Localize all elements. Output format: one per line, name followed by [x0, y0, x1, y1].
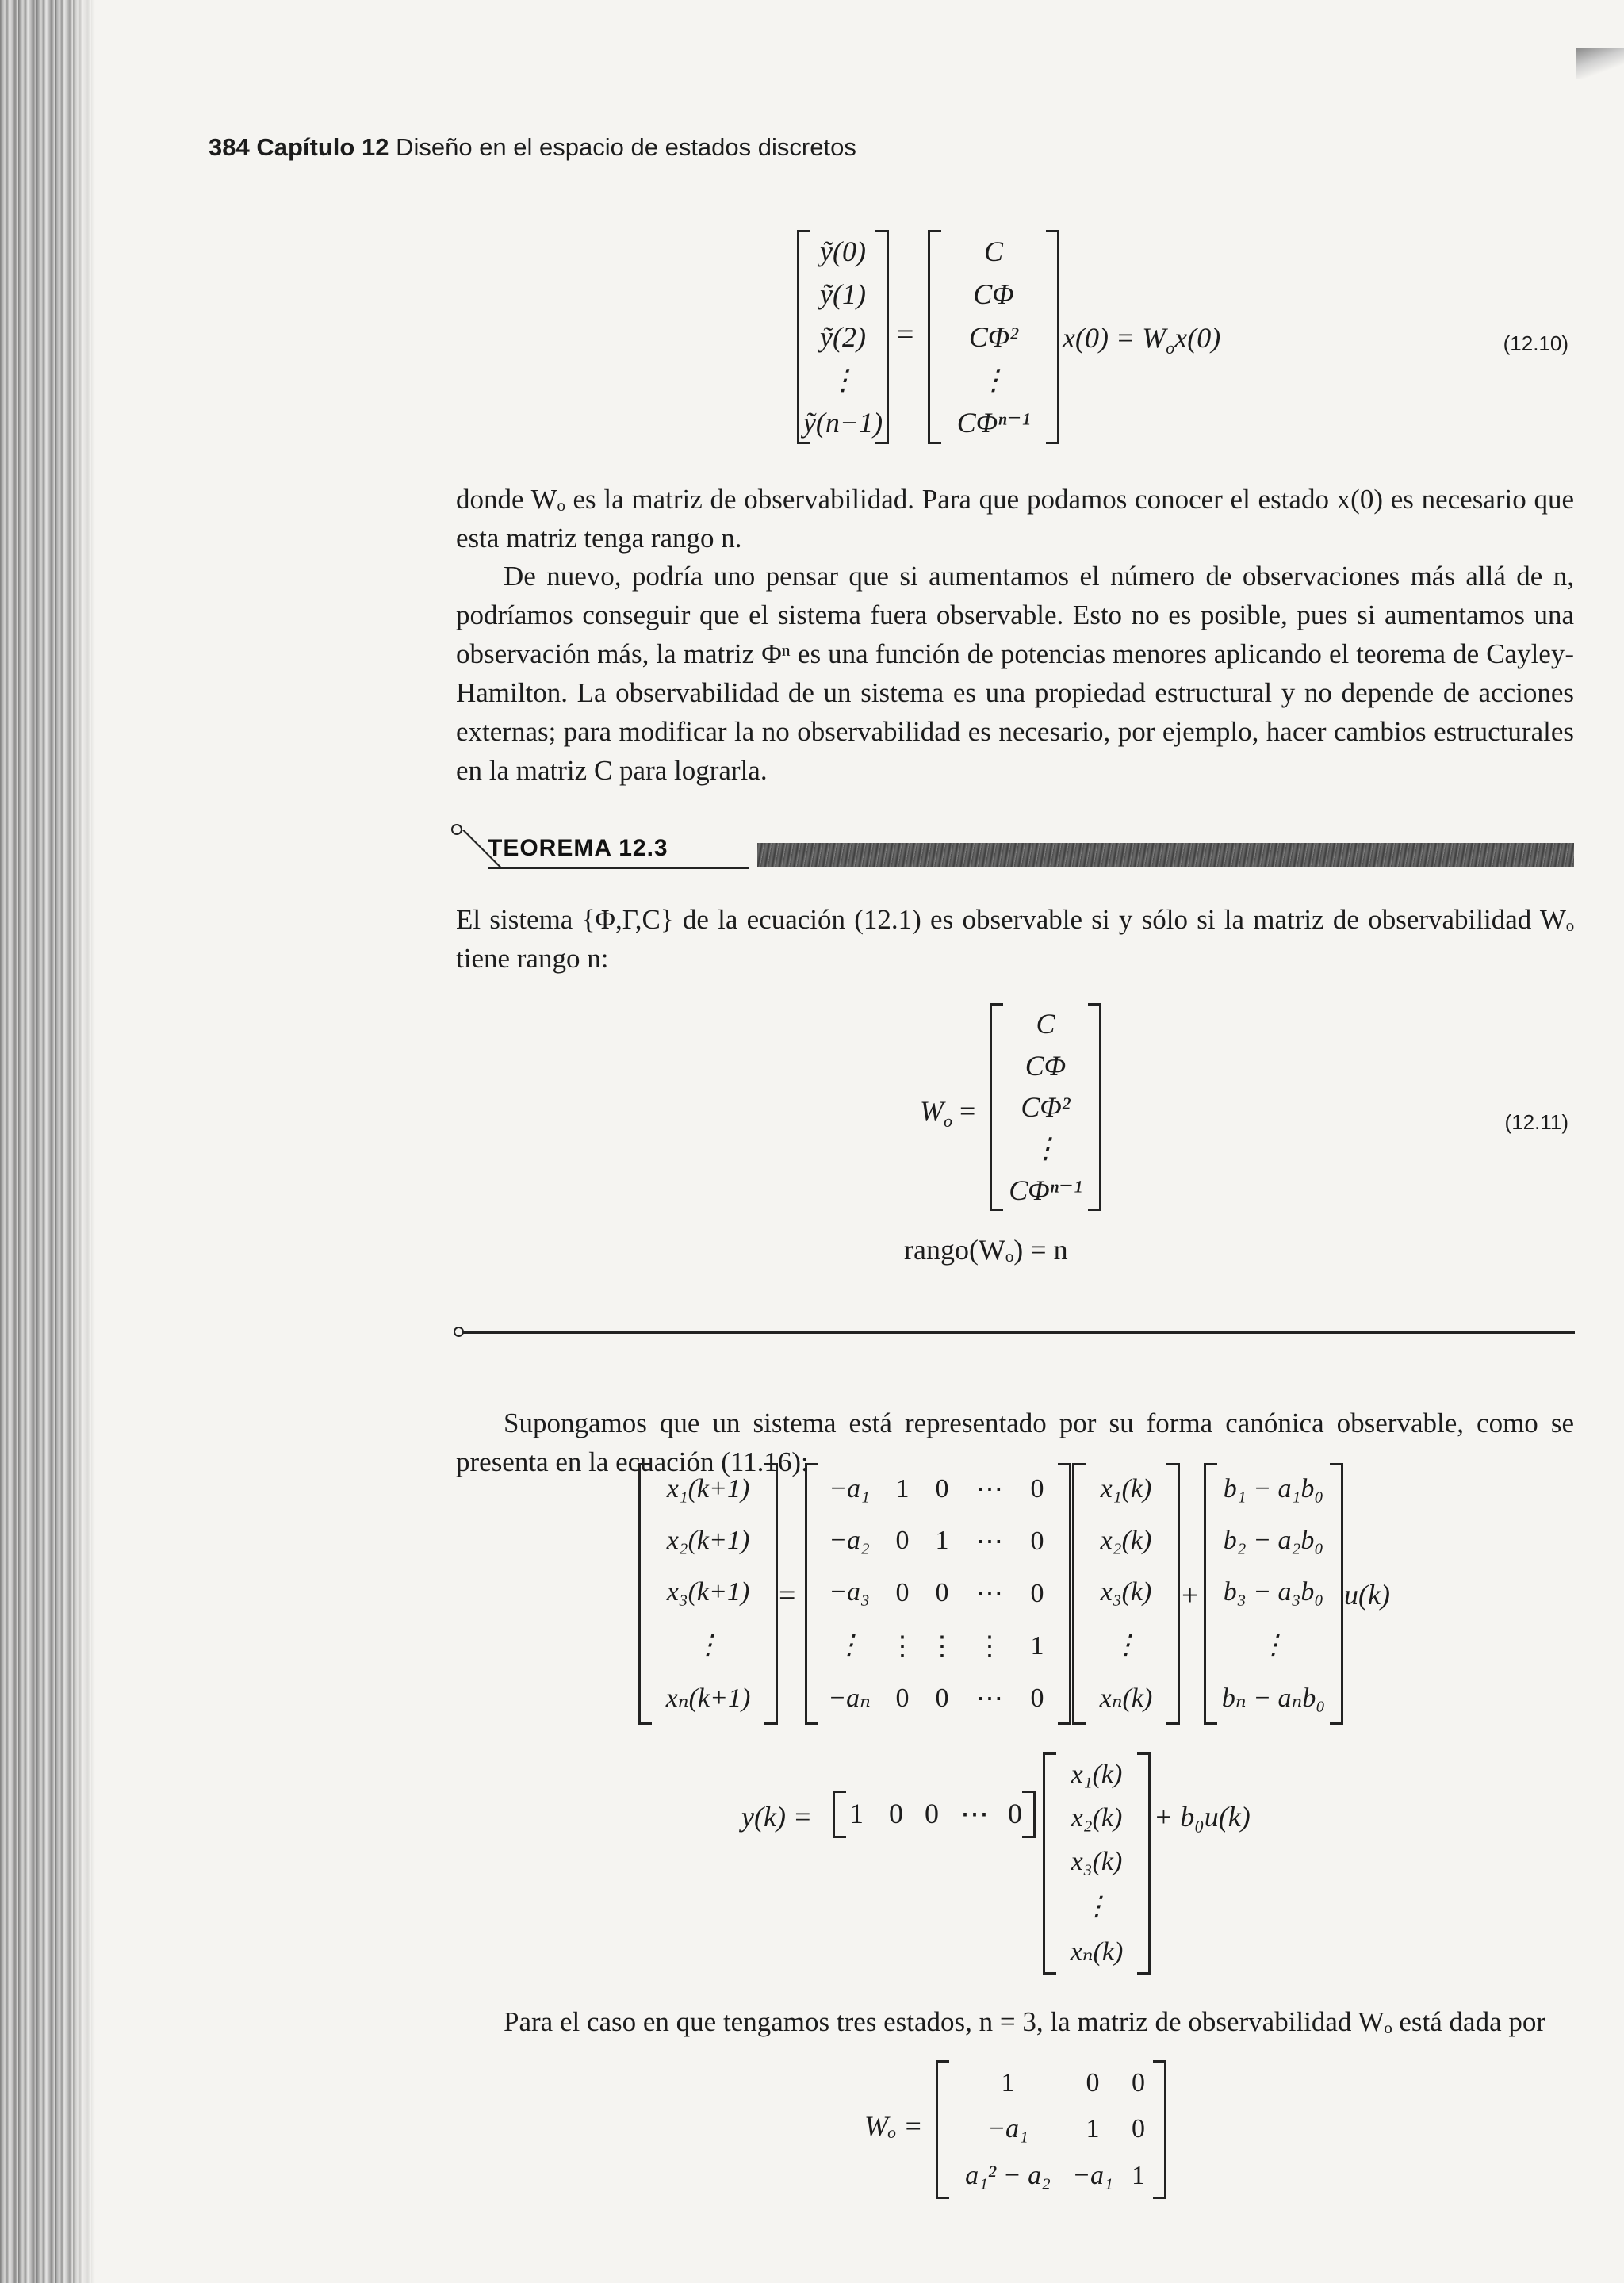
- output-row-0: 1: [849, 1798, 864, 1829]
- eq1210-rhs-0: C: [983, 236, 1003, 267]
- output-lhs: y(k) =: [741, 1801, 813, 1833]
- theorem-bar: [757, 843, 1574, 867]
- state-B-1: b₂ − a₂b₀: [1223, 1525, 1324, 1555]
- state-A-1-3: ⋯: [976, 1527, 1003, 1557]
- state-A-0-1: 1: [895, 1473, 910, 1503]
- state-A-4-0: −aₙ: [828, 1684, 871, 1714]
- paragraph-canonical-form: Supongamos que un sistema está representado por su forma canónica observable, como se presenta en la ecuación (11.16):: [456, 1408, 1574, 1477]
- chapter-title: Diseño en el espacio de estados discretos: [396, 133, 856, 161]
- eq1210-equals: =: [897, 318, 914, 351]
- state-A-0-2: 0: [935, 1473, 949, 1503]
- state-A-2-4: 0: [1030, 1579, 1044, 1608]
- theorem-text: El sistema {Φ,Γ,C} de la ecuación (12.1) es observable si y sólo si la matriz de observabilidad Wₒ tiene rango n:: [456, 904, 1574, 974]
- state-x-3: ⋮: [1113, 1630, 1139, 1661]
- output-x-col: [1045, 1752, 1148, 1975]
- state-lhs-matrix: [638, 1463, 778, 1725]
- paragraph-cayley-hamilton: De nuevo, podría uno pensar que si aumentamos el número de observaciones más allá de n, podríamos conseguir que el sistema fuera observable. Esto no es posible, pues si aumentamos una observación más, la matriz Φⁿ es una función de potencias menores aplicando el teorema de Cayley-Hamilton. La observabilidad de un sistema es una propiedad estructural y no depende de acciones externas; para modificar la no observabilidad es necesario, por ejemplo, hacer cambios estructurales en la matriz C para lograrla.: [456, 561, 1574, 786]
- state-x-1: x₂(k): [1100, 1525, 1152, 1555]
- state-x-0: x₁(k): [1100, 1473, 1152, 1503]
- wo3-col-2: [1124, 2060, 1152, 2199]
- eq1210-rhs-matrix: [928, 230, 1059, 444]
- page-number: 384: [209, 133, 250, 161]
- output-x-4: xₙ(k): [1070, 1937, 1124, 1967]
- eq1210-rhs-2: CΦ²: [968, 321, 1019, 353]
- output-row-1: 0: [889, 1798, 903, 1829]
- state-A-1-4: 0: [1030, 1526, 1044, 1556]
- state-B-4: bₙ − aₙb₀: [1221, 1684, 1326, 1714]
- state-B-2: b₃ − a₃b₀: [1223, 1576, 1324, 1607]
- state-plus: +: [1182, 1579, 1199, 1612]
- output-x-matrix: [1043, 1752, 1151, 1975]
- wo3-1-2: 0: [1132, 2114, 1145, 2144]
- output-x-0: x₁(k): [1071, 1759, 1123, 1789]
- eq1211-row-3: ⋮: [1031, 1132, 1060, 1165]
- wo3-2-0: a₁² − a₂: [965, 2160, 1051, 2190]
- state-x-2: x₃(k): [1100, 1576, 1152, 1607]
- state-input: u(k): [1344, 1579, 1390, 1611]
- page-corner-shadow: [1576, 48, 1624, 79]
- theorem-header: [456, 830, 1574, 870]
- state-A-3-3: ⋮: [976, 1632, 1003, 1661]
- state-A-2-1: 0: [895, 1577, 910, 1607]
- eq1210-tail: $x(0) = W_ox(0)$: [1063, 322, 1221, 358]
- eq1210-lhs-matrix: [797, 230, 889, 444]
- state-A-3-4: 1: [1030, 1631, 1044, 1661]
- eq1210-lhs-0: ỹ(0): [820, 236, 866, 267]
- output-x-1: x₂(k): [1071, 1802, 1123, 1833]
- theorem-underline: [488, 867, 749, 869]
- page-header: [209, 133, 856, 162]
- theorem-label: TEOREMA 12.3: [488, 835, 668, 861]
- paragraph-observability-matrix: donde Wₒ es la matriz de observabilidad. Para que podamos conocer el estado x(0) es necesario que esta matriz tenga rango n.: [456, 484, 1574, 554]
- eq1210-number: (12.10): [1503, 331, 1568, 355]
- wo3-2-1: −a₁: [1072, 2160, 1113, 2190]
- eq1210-lhs-1: ỹ(1): [820, 278, 866, 310]
- state-A-0-3: ⋯: [976, 1475, 1003, 1504]
- eq1210-lhs-3: ⋮: [829, 364, 857, 396]
- eq1210-rhs-4: CΦⁿ⁻¹: [956, 407, 1031, 439]
- wo3-1-0: −a₁: [987, 2114, 1028, 2144]
- wo3-col-1: [1069, 2060, 1116, 2199]
- state-A-col-1: [887, 1463, 918, 1725]
- output-tail: + b₀u(k): [1154, 1801, 1251, 1833]
- state-A-4-2: 0: [935, 1684, 949, 1714]
- wo3-0-0: 1: [1001, 2068, 1015, 2098]
- theorem-end-rule: [458, 1331, 1575, 1334]
- eq1211-row-2: CΦ²: [1021, 1090, 1071, 1123]
- wo3-matrix: [936, 2060, 1166, 2199]
- state-B-3: ⋮: [1260, 1630, 1287, 1661]
- state-A-matrix: [805, 1463, 1071, 1725]
- state-B-matrix: [1204, 1463, 1343, 1725]
- theorem-end-dot: [454, 1327, 464, 1337]
- state-A-1-2: 1: [935, 1526, 949, 1556]
- wo3-col-0: [952, 2060, 1063, 2199]
- eq1210-lhs-col: [799, 230, 887, 444]
- state-lhs-1: x₂(k+1): [666, 1525, 750, 1555]
- output-x-3: ⋮: [1083, 1892, 1110, 1922]
- output-row-3: ⋯: [960, 1798, 989, 1829]
- eq1210-lhs-2: ỹ(2): [820, 321, 866, 353]
- eq1210-rhs-1: CΦ: [973, 278, 1014, 310]
- wo3-0-2: 0: [1132, 2068, 1145, 2098]
- state-B-col: [1206, 1463, 1341, 1725]
- state-A-1-0: −a₂: [829, 1525, 870, 1555]
- output-row-4: 0: [1008, 1798, 1022, 1829]
- state-A-4-4: 0: [1030, 1684, 1044, 1713]
- state-A-2-0: −a₃: [829, 1576, 870, 1607]
- eq1211-rank: rango(Wₒ) = n: [904, 1234, 1068, 1266]
- eq1211-lhs: $W_o$ =: [920, 1095, 976, 1132]
- state-A-3-0: ⋮: [836, 1630, 863, 1661]
- wo3-2-2: 1: [1132, 2160, 1145, 2190]
- state-lhs-0: x₁(k+1): [666, 1473, 750, 1503]
- state-x-col: [1074, 1463, 1178, 1725]
- state-A-4-3: ⋯: [976, 1684, 1003, 1714]
- eq1211-col: [992, 1003, 1099, 1211]
- state-A-2-2: 0: [935, 1577, 949, 1607]
- state-A-col-4: [1021, 1463, 1053, 1725]
- chapter-label: Capítulo 12: [256, 133, 389, 161]
- state-B-0: b₁ − a₁b₀: [1223, 1473, 1324, 1503]
- eq1210-rhs-col: [930, 230, 1057, 444]
- state-A-3-1: ⋮: [889, 1631, 916, 1661]
- state-x-4: xₙ(k): [1099, 1684, 1153, 1714]
- state-lhs-4: xₙ(k+1): [665, 1684, 751, 1714]
- state-A-1-1: 0: [895, 1526, 910, 1556]
- book-binding-shadow: [0, 0, 95, 2283]
- paragraph-three-states: Para el caso en que tengamos tres estados, n = 3, la matriz de observabilidad Wₒ está dada por: [504, 2006, 1546, 2037]
- state-A-2-3: ⋯: [976, 1580, 1003, 1609]
- eq1210-lhs-4: ỹ(n−1): [802, 407, 883, 439]
- eq1211-row-1: CΦ: [1025, 1049, 1067, 1082]
- output-x-2: x₃(k): [1071, 1846, 1123, 1876]
- eq1211-row-4: CΦⁿ⁻¹: [1009, 1174, 1082, 1206]
- state-A-0-0: −a₁: [829, 1473, 870, 1503]
- state-x-matrix: [1072, 1463, 1180, 1725]
- state-A-col-2: [926, 1463, 958, 1725]
- output-row-2: 0: [925, 1798, 939, 1829]
- theorem-dot: [451, 824, 462, 835]
- state-A-3-2: ⋮: [929, 1631, 956, 1661]
- wo3-1-1: 1: [1086, 2114, 1100, 2144]
- wo3-lhs: Wₒ =: [864, 2110, 923, 2142]
- output-row-matrix: [833, 1791, 1036, 1838]
- state-A-4-1: 0: [895, 1684, 910, 1714]
- eq1210-rhs-3: ⋮: [979, 364, 1008, 396]
- state-lhs-2: x₃(k+1): [666, 1576, 750, 1607]
- eq1211-number: (12.11): [1504, 1110, 1568, 1134]
- state-A-0-4: 0: [1030, 1474, 1044, 1503]
- wo3-0-1: 0: [1086, 2068, 1100, 2098]
- eq1211-matrix: [990, 1003, 1101, 1211]
- state-equals: =: [779, 1579, 796, 1612]
- state-lhs-3: ⋮: [695, 1630, 722, 1661]
- eq1211-row-0: C: [1036, 1008, 1055, 1040]
- state-A-col-0: [822, 1463, 877, 1725]
- state-lhs-col: [641, 1463, 776, 1725]
- state-A-col-3: [970, 1463, 1009, 1725]
